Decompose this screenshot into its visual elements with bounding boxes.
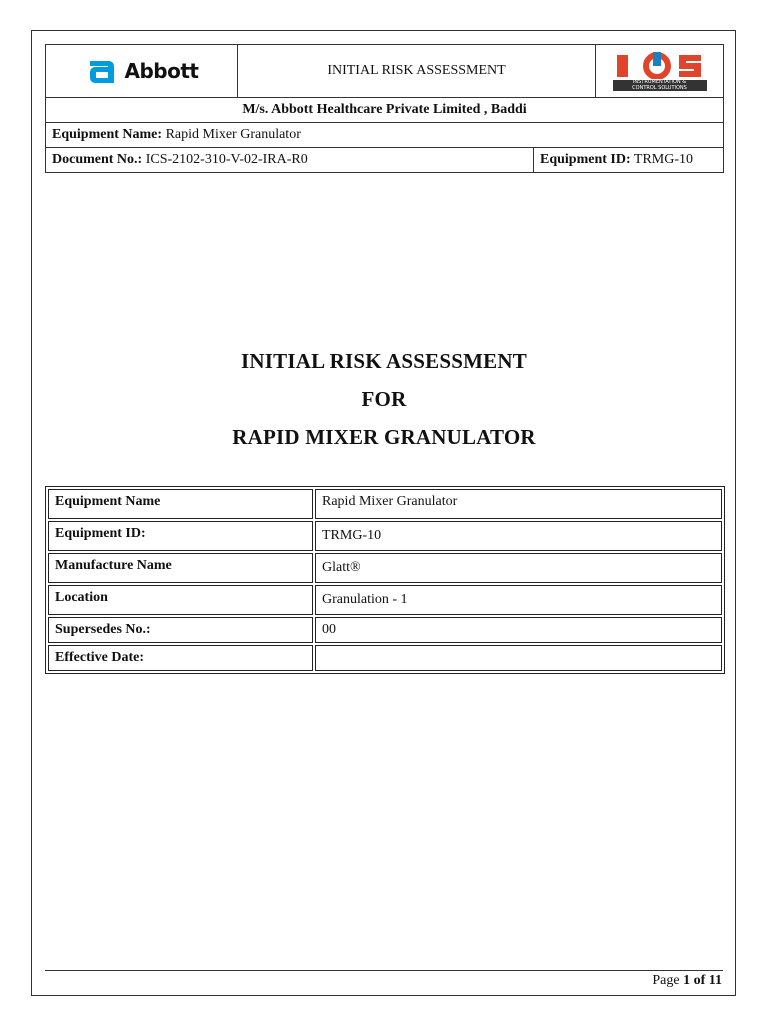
title-line-1: INITIAL RISK ASSESSMENT [241, 349, 527, 373]
table-row [48, 553, 722, 583]
info-value: 00 [315, 617, 722, 643]
footer-divider [45, 970, 723, 971]
equipment-name-label: Equipment Name: [52, 127, 163, 142]
abbott-wordmark: Abbott [124, 59, 199, 83]
company-name: M/s. Abbott Healthcare Private Limited , Baddi [46, 98, 724, 123]
title-line-3: RAPID MIXER GRANULATOR [232, 425, 536, 449]
document-no-value: ICS-2102-310-V-02-IRA-R0 [145, 152, 308, 167]
ics-tagline-line1: INSTRUMENTATION & [632, 79, 687, 85]
document-no-label: Document No.: [52, 152, 143, 167]
page-current: 1 [683, 973, 691, 988]
page-of: of [693, 973, 706, 988]
info-value: Glatt® [315, 553, 722, 583]
info-label: Supersedes No.: [48, 617, 313, 643]
table-row [48, 645, 722, 671]
equipment-id-cell [534, 148, 724, 173]
abbott-logo-cell [46, 45, 238, 98]
equipment-name-row [46, 123, 724, 148]
ics-letters-icon [613, 51, 707, 79]
abbott-logo [46, 45, 237, 97]
info-label: Equipment Name [48, 489, 313, 519]
info-value: Granulation - 1 [315, 585, 722, 615]
document-no-cell [46, 148, 534, 173]
abbott-mark-icon [85, 54, 119, 88]
info-label: Effective Date: [48, 645, 313, 671]
equipment-info-table [45, 486, 725, 674]
document-header [45, 44, 724, 173]
page-prefix: Page [652, 973, 680, 988]
ics-logo [596, 45, 723, 97]
info-value: Rapid Mixer Granulator [315, 489, 722, 519]
ics-tagline [613, 80, 707, 91]
info-label: Manufacture Name [48, 553, 313, 583]
table-row [48, 585, 722, 615]
ics-tagline-line2: CONTROL SOLUTIONS [632, 84, 687, 91]
equipment-id-value: TRMG-10 [633, 152, 694, 167]
equipment-name-value: Rapid Mixer Granulator [165, 127, 301, 142]
table-row [48, 489, 722, 519]
table-row [48, 617, 722, 643]
table-row [48, 521, 722, 551]
page-number [652, 973, 722, 989]
info-value [315, 645, 722, 671]
info-label: Equipment ID: [48, 521, 313, 551]
title-line-2: FOR [361, 387, 407, 411]
info-label: Location [48, 585, 313, 615]
equipment-id-label: Equipment ID: [540, 152, 631, 167]
ics-logo-cell [596, 45, 724, 98]
info-value: TRMG-10 [315, 521, 722, 551]
page-total: 11 [708, 973, 722, 988]
header-title: INITIAL RISK ASSESSMENT [238, 45, 596, 98]
